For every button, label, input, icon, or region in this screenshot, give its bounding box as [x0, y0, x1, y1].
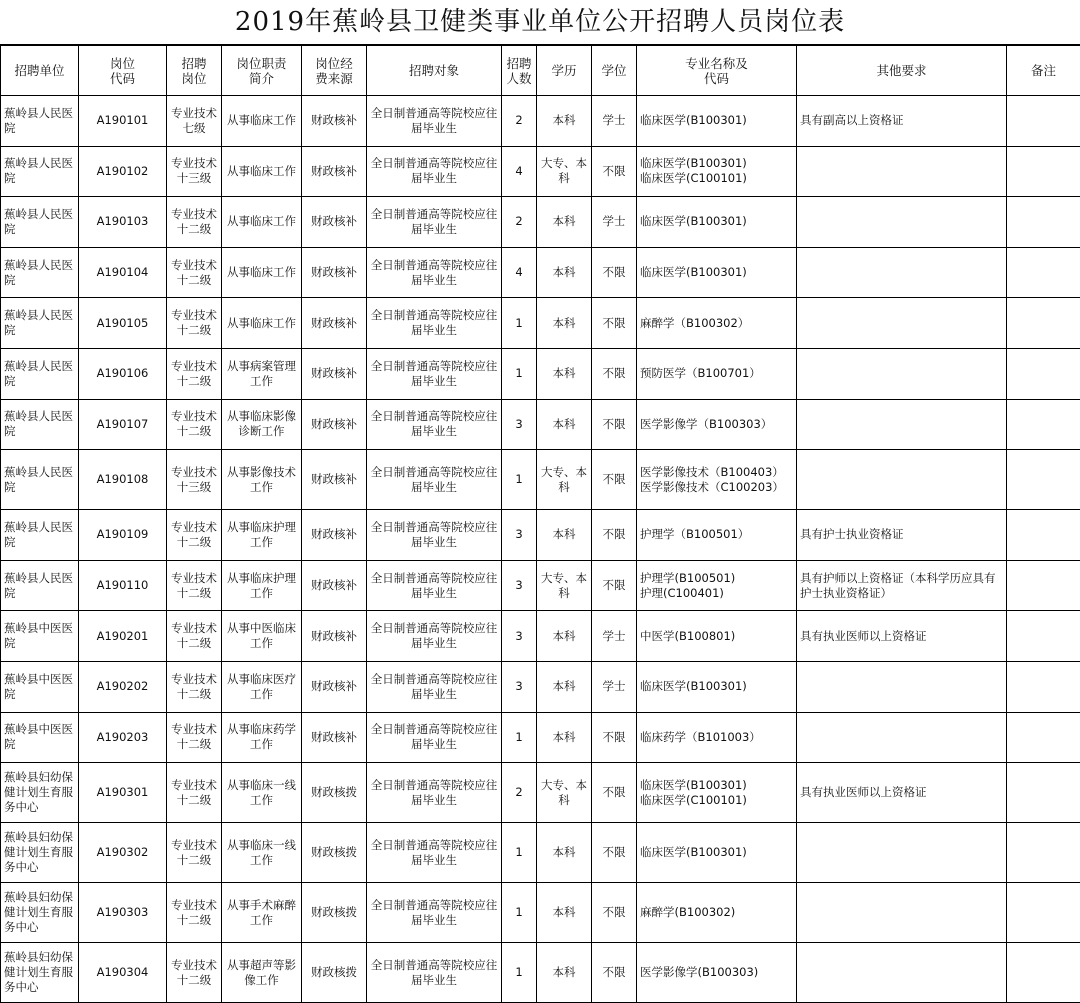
- cell-num: 3: [502, 661, 537, 712]
- cell-unit: 蕉岭县妇幼保健计划生育服务中心: [1, 823, 79, 883]
- table-row: [1, 712, 1080, 763]
- cell-edu: 本科: [537, 197, 592, 248]
- cell-post: 专业技术十二级: [167, 348, 222, 399]
- table-row: [1, 883, 1080, 943]
- cell-duty: 从事影像技术工作: [222, 450, 302, 510]
- table-body: [1, 96, 1080, 1003]
- cell-num: 4: [502, 247, 537, 298]
- header-row: [1, 46, 1080, 96]
- cell-degree: 不限: [592, 510, 637, 561]
- cell-fund: 财政核补: [302, 197, 367, 248]
- cell-degree: 不限: [592, 883, 637, 943]
- table-row: [1, 943, 1080, 1003]
- cell-fund: 财政核补: [302, 510, 367, 561]
- cell-fund: 财政核补: [302, 560, 367, 611]
- cell-degree: 不限: [592, 348, 637, 399]
- cell-major: 医学影像学（B100303）: [637, 399, 797, 450]
- column-header-note: 备注: [1007, 46, 1080, 96]
- cell-post: 专业技术十二级: [167, 510, 222, 561]
- cell-other: [797, 197, 1007, 248]
- cell-major: 护理学（B100501）: [637, 510, 797, 561]
- column-header-degree: 学位: [592, 46, 637, 96]
- cell-note: [1007, 399, 1080, 450]
- cell-fund: 财政核补: [302, 450, 367, 510]
- cell-target: 全日制普通高等院校应往届毕业生: [367, 348, 502, 399]
- cell-target: 全日制普通高等院校应往届毕业生: [367, 510, 502, 561]
- cell-duty: 从事超声等影像工作: [222, 943, 302, 1003]
- cell-fund: 财政核补: [302, 712, 367, 763]
- cell-unit: 蕉岭县人民医院: [1, 298, 79, 349]
- cell-edu: 本科: [537, 611, 592, 662]
- cell-fund: 财政核拨: [302, 763, 367, 823]
- cell-fund: 财政核补: [302, 146, 367, 197]
- cell-num: 1: [502, 883, 537, 943]
- column-header-duty: 岗位职责 简介: [222, 46, 302, 96]
- cell-note: [1007, 247, 1080, 298]
- cell-edu: 本科: [537, 823, 592, 883]
- cell-degree: 不限: [592, 943, 637, 1003]
- cell-edu: 本科: [537, 298, 592, 349]
- cell-post: 专业技术十三级: [167, 450, 222, 510]
- cell-degree: 学士: [592, 96, 637, 147]
- table-row: [1, 197, 1080, 248]
- cell-post: 专业技术七级: [167, 96, 222, 147]
- cell-post: 专业技术十二级: [167, 823, 222, 883]
- cell-num: 1: [502, 298, 537, 349]
- table-row: [1, 146, 1080, 197]
- cell-other: [797, 298, 1007, 349]
- cell-post: 专业技术十二级: [167, 197, 222, 248]
- cell-duty: 从事临床影像诊断工作: [222, 399, 302, 450]
- cell-note: [1007, 348, 1080, 399]
- cell-duty: 从事临床一线工作: [222, 823, 302, 883]
- cell-edu: 本科: [537, 96, 592, 147]
- cell-edu: 本科: [537, 661, 592, 712]
- cell-duty: 从事临床药学工作: [222, 712, 302, 763]
- cell-note: [1007, 510, 1080, 561]
- cell-major: 临床医学(B100301): [637, 197, 797, 248]
- table-row: [1, 298, 1080, 349]
- cell-note: [1007, 197, 1080, 248]
- cell-fund: 财政核拨: [302, 943, 367, 1003]
- cell-code: A190107: [79, 399, 167, 450]
- cell-degree: 学士: [592, 197, 637, 248]
- cell-note: [1007, 712, 1080, 763]
- cell-unit: 蕉岭县人民医院: [1, 348, 79, 399]
- cell-target: 全日制普通高等院校应往届毕业生: [367, 96, 502, 147]
- cell-major: 临床药学（B101003）: [637, 712, 797, 763]
- cell-code: A190105: [79, 298, 167, 349]
- cell-code: A190201: [79, 611, 167, 662]
- cell-other: 具有护士执业资格证: [797, 510, 1007, 561]
- table-row: [1, 450, 1080, 510]
- table-row: [1, 510, 1080, 561]
- column-header-code: 岗位 代码: [79, 46, 167, 96]
- cell-edu: 大专、本科: [537, 450, 592, 510]
- cell-major: 临床医学(B100301): [637, 661, 797, 712]
- cell-num: 2: [502, 96, 537, 147]
- cell-target: 全日制普通高等院校应往届毕业生: [367, 823, 502, 883]
- cell-duty: 从事临床医疗工作: [222, 661, 302, 712]
- table-row: [1, 661, 1080, 712]
- cell-unit: 蕉岭县妇幼保健计划生育服务中心: [1, 763, 79, 823]
- cell-unit: 蕉岭县中医医院: [1, 611, 79, 662]
- column-header-fund: 岗位经 费来源: [302, 46, 367, 96]
- cell-edu: 本科: [537, 399, 592, 450]
- table-row: [1, 560, 1080, 611]
- table-row: [1, 611, 1080, 662]
- cell-target: 全日制普通高等院校应往届毕业生: [367, 560, 502, 611]
- cell-major: 护理学(B100501) 护理(C100401): [637, 560, 797, 611]
- cell-unit: 蕉岭县人民医院: [1, 247, 79, 298]
- cell-duty: 从事临床工作: [222, 96, 302, 147]
- cell-edu: 本科: [537, 510, 592, 561]
- cell-num: 1: [502, 450, 537, 510]
- cell-target: 全日制普通高等院校应往届毕业生: [367, 197, 502, 248]
- column-header-major: 专业名称及 代码: [637, 46, 797, 96]
- column-header-post: 招聘 岗位: [167, 46, 222, 96]
- cell-other: 具有执业医师以上资格证: [797, 763, 1007, 823]
- cell-num: 3: [502, 611, 537, 662]
- cell-major: 麻醉学(B100302): [637, 883, 797, 943]
- table-row: [1, 348, 1080, 399]
- cell-num: 1: [502, 712, 537, 763]
- cell-other: 具有护师以上资格证（本科学历应具有护士执业资格证）: [797, 560, 1007, 611]
- cell-post: 专业技术十二级: [167, 399, 222, 450]
- cell-code: A190301: [79, 763, 167, 823]
- cell-duty: 从事临床护理工作: [222, 560, 302, 611]
- cell-code: A190202: [79, 661, 167, 712]
- cell-unit: 蕉岭县人民医院: [1, 197, 79, 248]
- table-row: [1, 399, 1080, 450]
- cell-fund: 财政核补: [302, 611, 367, 662]
- cell-other: [797, 348, 1007, 399]
- cell-post: 专业技术十二级: [167, 560, 222, 611]
- cell-degree: 不限: [592, 560, 637, 611]
- table-row: [1, 763, 1080, 823]
- cell-note: [1007, 146, 1080, 197]
- cell-degree: 不限: [592, 298, 637, 349]
- cell-other: [797, 943, 1007, 1003]
- cell-note: [1007, 943, 1080, 1003]
- cell-edu: 本科: [537, 712, 592, 763]
- cell-target: 全日制普通高等院校应往届毕业生: [367, 399, 502, 450]
- cell-fund: 财政核补: [302, 399, 367, 450]
- cell-other: [797, 399, 1007, 450]
- cell-degree: 不限: [592, 399, 637, 450]
- cell-unit: 蕉岭县人民医院: [1, 510, 79, 561]
- cell-unit: 蕉岭县人民医院: [1, 399, 79, 450]
- cell-code: A190104: [79, 247, 167, 298]
- cell-other: [797, 661, 1007, 712]
- cell-code: A190302: [79, 823, 167, 883]
- cell-num: 3: [502, 560, 537, 611]
- cell-other: [797, 146, 1007, 197]
- column-header-unit: 招聘单位: [1, 46, 79, 96]
- cell-post: 专业技术十二级: [167, 712, 222, 763]
- table-row: [1, 247, 1080, 298]
- cell-major: 临床医学(B100301) 临床医学(C100101): [637, 763, 797, 823]
- cell-duty: 从事临床工作: [222, 197, 302, 248]
- cell-fund: 财政核补: [302, 247, 367, 298]
- cell-unit: 蕉岭县妇幼保健计划生育服务中心: [1, 883, 79, 943]
- cell-degree: 不限: [592, 450, 637, 510]
- cell-note: [1007, 763, 1080, 823]
- table-row: [1, 823, 1080, 883]
- cell-post: 专业技术十二级: [167, 298, 222, 349]
- cell-edu: 本科: [537, 247, 592, 298]
- table-row: [1, 96, 1080, 147]
- cell-major: 医学影像技术（B100403） 医学影像技术（C100203）: [637, 450, 797, 510]
- cell-other: [797, 883, 1007, 943]
- cell-code: A190101: [79, 96, 167, 147]
- cell-degree: 不限: [592, 712, 637, 763]
- cell-target: 全日制普通高等院校应往届毕业生: [367, 712, 502, 763]
- cell-unit: 蕉岭县妇幼保健计划生育服务中心: [1, 943, 79, 1003]
- cell-degree: 学士: [592, 661, 637, 712]
- cell-major: 临床医学(B100301): [637, 247, 797, 298]
- cell-unit: 蕉岭县人民医院: [1, 96, 79, 147]
- cell-code: A190106: [79, 348, 167, 399]
- cell-note: [1007, 96, 1080, 147]
- cell-duty: 从事病案管理工作: [222, 348, 302, 399]
- cell-target: 全日制普通高等院校应往届毕业生: [367, 883, 502, 943]
- cell-edu: 大专、本科: [537, 560, 592, 611]
- cell-post: 专业技术十二级: [167, 943, 222, 1003]
- cell-code: A190304: [79, 943, 167, 1003]
- cell-degree: 不限: [592, 146, 637, 197]
- cell-fund: 财政核拨: [302, 883, 367, 943]
- cell-unit: 蕉岭县人民医院: [1, 450, 79, 510]
- cell-fund: 财政核补: [302, 298, 367, 349]
- cell-post: 专业技术十二级: [167, 611, 222, 662]
- cell-code: A190203: [79, 712, 167, 763]
- cell-code: A190109: [79, 510, 167, 561]
- cell-edu: 大专、本科: [537, 146, 592, 197]
- cell-other: [797, 247, 1007, 298]
- cell-note: [1007, 560, 1080, 611]
- cell-other: [797, 823, 1007, 883]
- cell-target: 全日制普通高等院校应往届毕业生: [367, 763, 502, 823]
- cell-target: 全日制普通高等院校应往届毕业生: [367, 611, 502, 662]
- cell-post: 专业技术十二级: [167, 661, 222, 712]
- cell-fund: 财政核补: [302, 348, 367, 399]
- cell-edu: 本科: [537, 348, 592, 399]
- cell-unit: 蕉岭县人民医院: [1, 146, 79, 197]
- cell-fund: 财政核补: [302, 661, 367, 712]
- column-header-edu: 学历: [537, 46, 592, 96]
- cell-note: [1007, 298, 1080, 349]
- cell-unit: 蕉岭县人民医院: [1, 560, 79, 611]
- cell-code: A190102: [79, 146, 167, 197]
- cell-degree: 不限: [592, 763, 637, 823]
- recruitment-table: [0, 45, 1080, 1003]
- cell-edu: 本科: [537, 943, 592, 1003]
- cell-target: 全日制普通高等院校应往届毕业生: [367, 450, 502, 510]
- cell-degree: 不限: [592, 823, 637, 883]
- cell-edu: 本科: [537, 883, 592, 943]
- cell-target: 全日制普通高等院校应往届毕业生: [367, 146, 502, 197]
- cell-major: 临床医学(B100301) 临床医学(C100101): [637, 146, 797, 197]
- cell-num: 2: [502, 197, 537, 248]
- cell-unit: 蕉岭县中医医院: [1, 661, 79, 712]
- cell-other: [797, 712, 1007, 763]
- cell-note: [1007, 883, 1080, 943]
- cell-target: 全日制普通高等院校应往届毕业生: [367, 661, 502, 712]
- cell-duty: 从事临床工作: [222, 247, 302, 298]
- cell-post: 专业技术十二级: [167, 883, 222, 943]
- cell-fund: 财政核补: [302, 96, 367, 147]
- cell-major: 预防医学（B100701）: [637, 348, 797, 399]
- column-header-target: 招聘对象: [367, 46, 502, 96]
- cell-major: 中医学(B100801): [637, 611, 797, 662]
- cell-major: 临床医学(B100301): [637, 96, 797, 147]
- column-header-num: 招聘 人数: [502, 46, 537, 96]
- cell-num: 1: [502, 823, 537, 883]
- cell-num: 1: [502, 943, 537, 1003]
- cell-other: [797, 450, 1007, 510]
- cell-code: A190103: [79, 197, 167, 248]
- cell-num: 3: [502, 399, 537, 450]
- cell-code: A190108: [79, 450, 167, 510]
- cell-degree: 学士: [592, 611, 637, 662]
- cell-duty: 从事中医临床工作: [222, 611, 302, 662]
- cell-note: [1007, 661, 1080, 712]
- cell-post: 专业技术十二级: [167, 247, 222, 298]
- cell-post: 专业技术十三级: [167, 146, 222, 197]
- cell-major: 医学影像学(B100303): [637, 943, 797, 1003]
- cell-target: 全日制普通高等院校应往届毕业生: [367, 298, 502, 349]
- cell-num: 3: [502, 510, 537, 561]
- cell-other: 具有执业医师以上资格证: [797, 611, 1007, 662]
- cell-duty: 从事手术麻醉工作: [222, 883, 302, 943]
- cell-duty: 从事临床工作: [222, 298, 302, 349]
- cell-code: A190303: [79, 883, 167, 943]
- cell-other: 具有副高以上资格证: [797, 96, 1007, 147]
- cell-note: [1007, 823, 1080, 883]
- cell-edu: 大专、本科: [537, 763, 592, 823]
- cell-num: 1: [502, 348, 537, 399]
- cell-target: 全日制普通高等院校应往届毕业生: [367, 247, 502, 298]
- cell-major: 临床医学(B100301): [637, 823, 797, 883]
- cell-note: [1007, 611, 1080, 662]
- cell-unit: 蕉岭县中医医院: [1, 712, 79, 763]
- cell-fund: 财政核拨: [302, 823, 367, 883]
- cell-major: 麻醉学（B100302）: [637, 298, 797, 349]
- cell-degree: 不限: [592, 247, 637, 298]
- cell-post: 专业技术十二级: [167, 763, 222, 823]
- cell-note: [1007, 450, 1080, 510]
- column-header-other: 其他要求: [797, 46, 1007, 96]
- cell-target: 全日制普通高等院校应往届毕业生: [367, 943, 502, 1003]
- cell-duty: 从事临床一线工作: [222, 763, 302, 823]
- cell-num: 2: [502, 763, 537, 823]
- page-title: 2019年蕉岭县卫健类事业单位公开招聘人员岗位表: [0, 0, 1080, 45]
- cell-code: A190110: [79, 560, 167, 611]
- cell-duty: 从事临床工作: [222, 146, 302, 197]
- cell-duty: 从事临床护理工作: [222, 510, 302, 561]
- cell-num: 4: [502, 146, 537, 197]
